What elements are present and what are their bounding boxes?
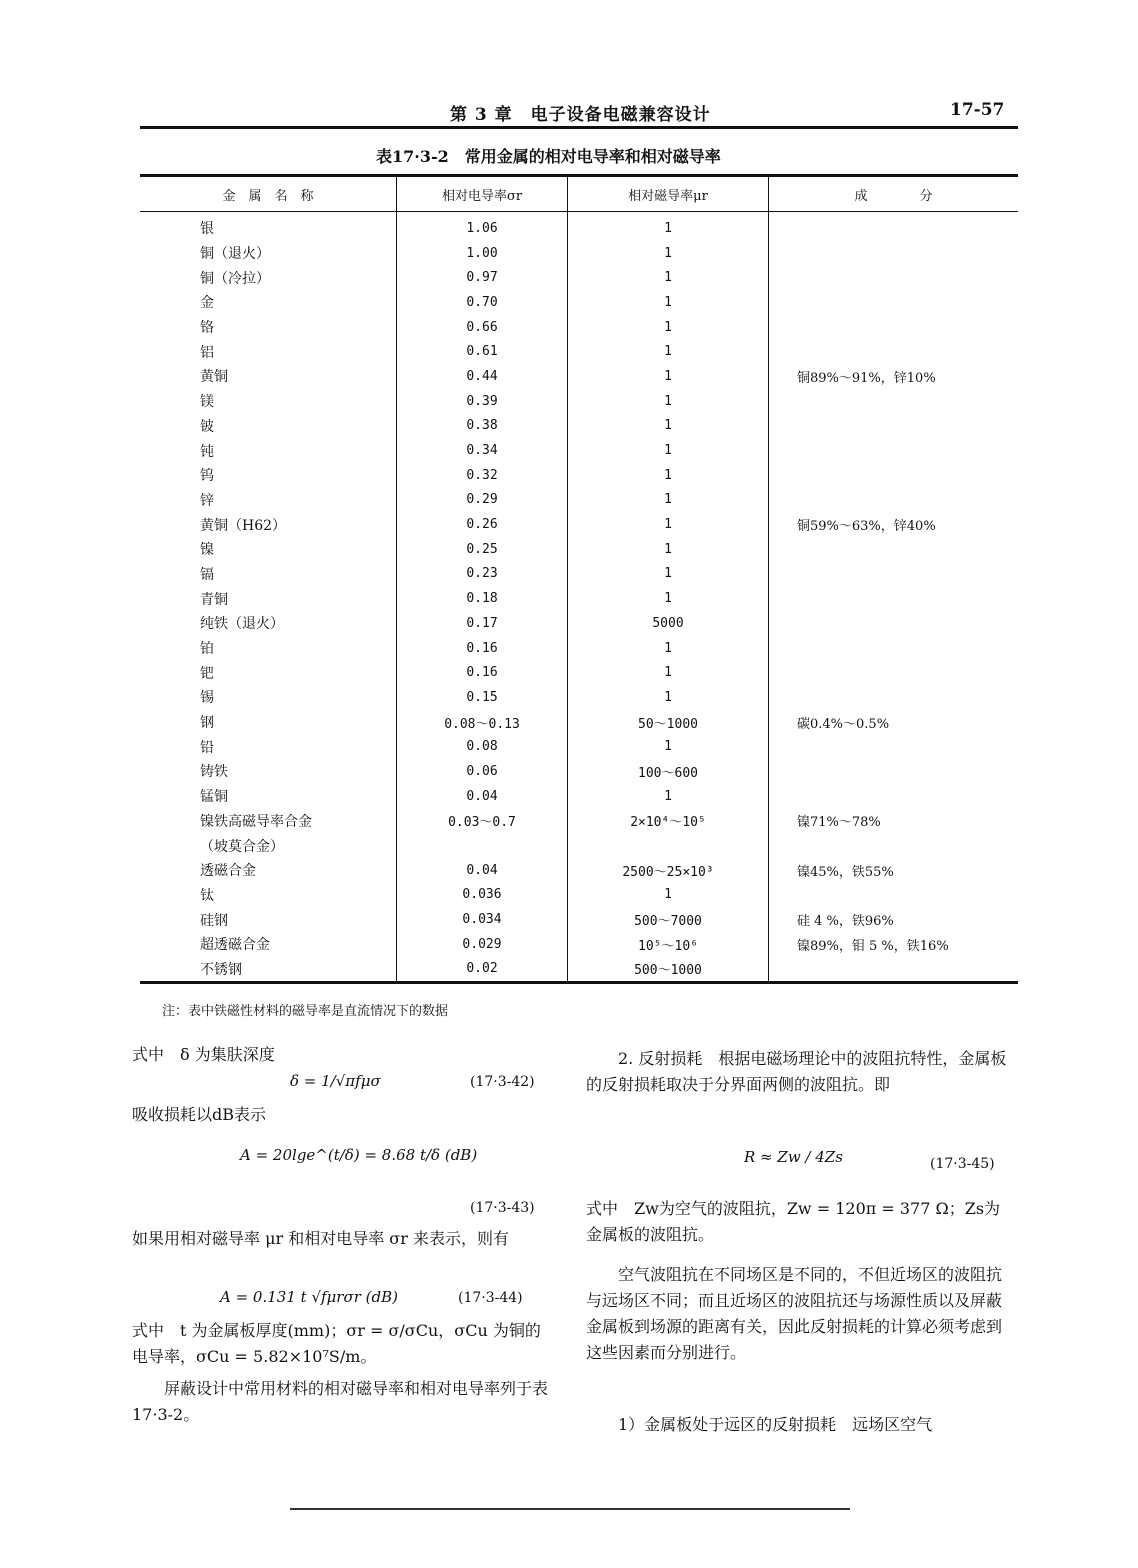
table-row	[140, 907, 1018, 932]
metal-name-cell: 透磁合金	[200, 863, 256, 880]
permeability-cell: 1	[568, 414, 769, 439]
conductivity-cell: 0.29	[397, 488, 568, 513]
permeability-cell: 1	[568, 438, 769, 463]
metal-name-cell: 金	[200, 295, 214, 312]
permeability-cell: 10⁵～10⁶	[568, 932, 769, 957]
composition-cell	[769, 488, 1019, 513]
metal-name-cell: 镁	[200, 394, 214, 411]
permeability-cell: 1	[568, 537, 769, 562]
table-row	[140, 339, 1018, 364]
metals-table	[140, 174, 1018, 984]
conductivity-cell: 0.04	[397, 784, 568, 809]
composition-cell: 硅 4 %，铁96%	[769, 907, 1019, 932]
composition-cell	[769, 339, 1019, 364]
left-para-3: 如果用相对磁导率 μr 和相对电导率 σr 来表示，则有	[132, 1229, 509, 1248]
right-para-3: 空气波阻抗在不同场区是不同的，不但近场区的波阻抗与远场区不同；而且近场区的波阻抗还与场源性质以及屏蔽金属板到场源的距离有关，因此反射损耗的计算必须考虑到这些因素而分别进行。	[586, 1265, 1003, 1362]
equation-43-number: (17·3-43)	[470, 1200, 535, 1216]
equation-45-number: (17·3-45)	[930, 1156, 995, 1172]
table-caption: 表17·3-2 常用金属的相对电导率和相对磁导率	[376, 147, 721, 166]
table-row	[140, 512, 1018, 537]
equation-42-number: (17·3-42)	[470, 1074, 535, 1090]
metal-name-cell: 银	[200, 221, 214, 238]
metal-name-cell: 铬	[200, 320, 214, 337]
metal-name-cell: 青铜	[200, 591, 228, 608]
composition-cell	[769, 537, 1019, 562]
conductivity-cell: 0.97	[397, 265, 568, 290]
metal-name-cell: 铅	[200, 739, 214, 756]
metal-name-cell: 硅钢	[200, 912, 228, 929]
left-para-4: 式中 t 为金属板厚度(mm)；σr = σ/σCu，σCu 为铜的电导率，σCu = 5.82×10⁷S/m。	[132, 1321, 541, 1366]
table-row	[140, 858, 1018, 883]
metal-name-cell: 锡	[200, 690, 214, 707]
composition-cell: 铜59%～63%，锌40%	[769, 512, 1019, 537]
conductivity-cell: 0.034	[397, 907, 568, 932]
metal-name-cell: 镍铁高磁导率合金	[200, 813, 312, 830]
conductivity-cell: 0.03～0.7	[397, 809, 568, 834]
metal-name-cell: 钢	[200, 715, 214, 732]
composition-cell	[769, 636, 1019, 661]
permeability-cell: 2×10⁴～10⁵	[568, 809, 769, 834]
conductivity-cell: 0.08～0.13	[397, 710, 568, 735]
table-note: 注：表中铁磁性材料的磁导率是直流情况下的数据	[162, 1004, 449, 1019]
permeability-cell	[568, 833, 769, 858]
metal-name-cell: 钝	[200, 443, 214, 460]
permeability-cell: 1	[568, 290, 769, 315]
metal-name-cell: 铸铁	[200, 764, 228, 781]
composition-cell	[769, 784, 1019, 809]
conductivity-cell: 0.029	[397, 932, 568, 957]
permeability-cell: 5000	[568, 611, 769, 636]
conductivity-cell: 0.036	[397, 883, 568, 908]
table-row	[140, 241, 1018, 266]
permeability-cell: 1	[568, 512, 769, 537]
metal-name-cell: 纯铁（退火）	[200, 616, 284, 633]
metal-name-cell: （坡莫合金）	[200, 838, 284, 855]
conductivity-cell: 0.25	[397, 537, 568, 562]
metal-name-cell: 钨	[200, 468, 214, 485]
conductivity-cell: 0.02	[397, 957, 568, 983]
conductivity-cell: 0.23	[397, 562, 568, 587]
right-para-2: 式中 Zw为空气的波阻抗，Zw = 120π = 377 Ω；Zs为金属板的波阻抗。	[586, 1199, 1001, 1244]
table-row	[140, 290, 1018, 315]
permeability-cell: 1	[568, 339, 769, 364]
conductivity-cell: 0.15	[397, 685, 568, 710]
conductivity-cell: 0.08	[397, 734, 568, 759]
left-para-2: 吸收损耗以dB表示	[132, 1105, 267, 1124]
composition-cell	[769, 463, 1019, 488]
metal-name-cell: 铝	[200, 344, 214, 361]
equation-43: A = 20lge^(t/δ) = 8.68 t/δ (dB)	[240, 1146, 478, 1164]
table-row	[140, 759, 1018, 784]
permeability-cell: 1	[568, 685, 769, 710]
equation-42: δ = 1/√πfμσ	[290, 1072, 381, 1090]
conductivity-cell: 0.39	[397, 389, 568, 414]
composition-cell	[769, 586, 1019, 611]
composition-cell	[769, 883, 1019, 908]
metal-name-cell: 黄铜	[200, 369, 228, 386]
composition-cell	[769, 241, 1019, 266]
permeability-cell: 1	[568, 586, 769, 611]
table-row	[140, 611, 1018, 636]
permeability-cell: 100～600	[568, 759, 769, 784]
composition-cell	[769, 562, 1019, 587]
composition-cell	[769, 290, 1019, 315]
table-row	[140, 710, 1018, 735]
composition-cell	[769, 685, 1019, 710]
table-row	[140, 315, 1018, 340]
composition-cell: 镍71%～78%	[769, 809, 1019, 834]
permeability-cell: 1	[568, 241, 769, 266]
permeability-cell: 1	[568, 784, 769, 809]
permeability-cell: 50～1000	[568, 710, 769, 735]
metal-name-cell: 镍	[200, 542, 214, 559]
permeability-cell: 500～7000	[568, 907, 769, 932]
metal-name-cell: 黄铜（H62）	[200, 517, 287, 534]
composition-cell: 铜89%～91%，锌10%	[769, 364, 1019, 389]
table-row	[140, 265, 1018, 290]
composition-cell: 镍89%，钼 5 %，铁16%	[769, 932, 1019, 957]
permeability-cell: 1	[568, 389, 769, 414]
composition-cell	[769, 660, 1019, 685]
table-row	[140, 833, 1018, 858]
permeability-cell: 1	[568, 265, 769, 290]
table-row	[140, 488, 1018, 513]
permeability-cell: 1	[568, 463, 769, 488]
table-body	[140, 212, 1018, 983]
table-row	[140, 212, 1018, 241]
table-row	[140, 932, 1018, 957]
table-row	[140, 784, 1018, 809]
metal-name-cell: 锌	[200, 492, 214, 509]
table-row	[140, 957, 1018, 983]
table-row	[140, 364, 1018, 389]
col-header-composition: 成 分	[769, 176, 1019, 212]
conductivity-cell: 0.70	[397, 290, 568, 315]
composition-cell	[769, 265, 1019, 290]
col-header-permeability: 相对磁导率μr	[568, 176, 769, 212]
right-para-1: 2. 反射损耗 根据电磁场理论中的波阻抗特性，金属板的反射损耗取决于分界面两侧的波阻抗。即	[586, 1049, 1007, 1094]
conductivity-cell: 0.17	[397, 611, 568, 636]
table-row	[140, 463, 1018, 488]
permeability-cell: 1	[568, 488, 769, 513]
table-header-row	[140, 176, 1018, 212]
table-row	[140, 883, 1018, 908]
table-row	[140, 586, 1018, 611]
composition-cell	[769, 315, 1019, 340]
metal-name-cell: 铜（冷拉）	[200, 270, 270, 287]
permeability-cell: 1	[568, 636, 769, 661]
permeability-cell: 1	[568, 315, 769, 340]
composition-cell	[769, 389, 1019, 414]
metal-name-cell: 铍	[200, 418, 214, 435]
composition-cell: 镍45%，铁55%	[769, 858, 1019, 883]
composition-cell	[769, 611, 1019, 636]
permeability-cell: 1	[568, 364, 769, 389]
right-para-4: 1）金属板处于远区的反射损耗 远场区空气	[618, 1415, 933, 1434]
composition-cell	[769, 734, 1019, 759]
conductivity-cell: 0.44	[397, 364, 568, 389]
metal-name-cell: 钯	[200, 665, 214, 682]
composition-cell	[769, 833, 1019, 858]
table-row	[140, 685, 1018, 710]
permeability-cell: 1	[568, 212, 769, 241]
conductivity-cell: 0.16	[397, 636, 568, 661]
table-row	[140, 438, 1018, 463]
metal-name-cell: 钛	[200, 887, 214, 904]
conductivity-cell: 0.16	[397, 660, 568, 685]
permeability-cell: 2500～25×10³	[568, 858, 769, 883]
equation-45: R ≈ Zw / 4Zs	[744, 1148, 843, 1166]
table-row	[140, 414, 1018, 439]
conductivity-cell: 0.18	[397, 586, 568, 611]
permeability-cell: 1	[568, 562, 769, 587]
conductivity-cell	[397, 833, 568, 858]
bottom-rule	[290, 1508, 850, 1510]
conductivity-cell: 0.26	[397, 512, 568, 537]
composition-cell	[769, 414, 1019, 439]
metal-name-cell: 不锈钢	[140, 957, 397, 983]
equation-44-number: (17·3-44)	[458, 1290, 523, 1306]
permeability-cell: 500～1000	[568, 957, 769, 983]
equation-44: A = 0.131 t √fμrσr (dB)	[220, 1288, 398, 1306]
col-header-name: 金 属 名 称	[140, 176, 397, 212]
composition-cell: 碳0.4%～0.5%	[769, 710, 1019, 735]
permeability-cell: 1	[568, 734, 769, 759]
table-row	[140, 660, 1018, 685]
conductivity-cell: 0.06	[397, 759, 568, 784]
table-row	[140, 537, 1018, 562]
col-header-conductivity: 相对电导率σr	[397, 176, 568, 212]
conductivity-cell: 0.61	[397, 339, 568, 364]
composition-cell	[769, 212, 1019, 241]
conductivity-cell: 0.04	[397, 858, 568, 883]
chapter-title: 第 3 章 电子设备电磁兼容设计	[450, 105, 711, 125]
table-row	[140, 734, 1018, 759]
left-para-5: 屏蔽设计中常用材料的相对磁导率和相对电导率列于表17·3-2。	[132, 1379, 549, 1424]
conductivity-cell: 1.00	[397, 241, 568, 266]
permeability-cell: 1	[568, 883, 769, 908]
conductivity-cell: 0.34	[397, 438, 568, 463]
metal-name-cell: 锰铜	[200, 789, 228, 806]
metal-name-cell: 超透磁合金	[200, 937, 270, 954]
composition-cell	[769, 957, 1019, 983]
table-row	[140, 562, 1018, 587]
composition-cell	[769, 438, 1019, 463]
conductivity-cell: 1.06	[397, 212, 568, 241]
composition-cell	[769, 759, 1019, 784]
table-row	[140, 809, 1018, 834]
metal-name-cell: 铂	[200, 641, 214, 658]
table-row	[140, 636, 1018, 661]
metal-name-cell: 铜（退火）	[200, 246, 270, 263]
metal-name-cell: 镉	[200, 566, 214, 583]
permeability-cell: 1	[568, 660, 769, 685]
header-rule	[140, 126, 1018, 129]
page-number: 17-57	[950, 100, 1005, 120]
conductivity-cell: 0.32	[397, 463, 568, 488]
table-row	[140, 389, 1018, 414]
left-para-1: 式中 δ 为集肤深度	[132, 1045, 275, 1064]
conductivity-cell: 0.38	[397, 414, 568, 439]
conductivity-cell: 0.66	[397, 315, 568, 340]
